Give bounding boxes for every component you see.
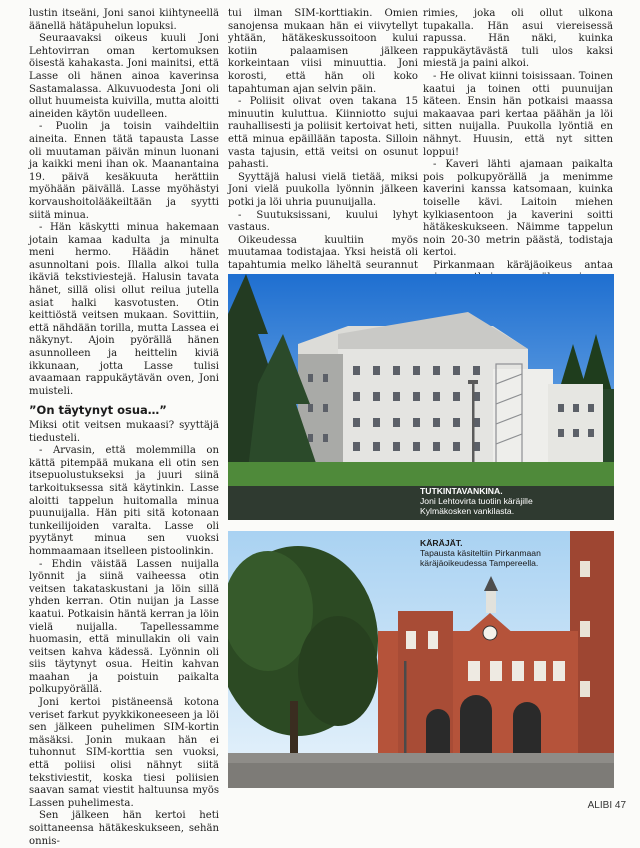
caption-text: Joni Lehtovirta tuotiin käräjille (420, 496, 533, 506)
closing-sentence: Pirkanmaan käräjäoikeus antaa (433, 259, 613, 271)
paragraph: - He olivat kiinni toisissaan. Toinen kaatui ja toinen otti puunuijan käteen. Ensin hän potkaisi maassa makaavaa pari kertaa päähän ja löi sitten nuijalla. Puukolla lyöntiä en nähnyt. Huusin, että nyt sitten loppui! (423, 70, 613, 158)
paragraph: - Suutuksissani, kuului lyhyt vastaus. (228, 209, 418, 234)
page-folio: ALIBI 47 (587, 800, 626, 811)
paragraph: Seuraavaksi oikeus kuuli Joni Lehtovirran oman kertomuksen öisestä kahakasta. Joni mainitsi, että Lasse oli hänen ainoa kaverinsa Sastamalassa. Alkuvuodesta Joni oli ollut huumeista kuivilla, mutta aloitti aineiden käytön uudelleen. (29, 33, 220, 120)
paragraph: - Poliisit olivat oven takana 15 minuutin kuluttua. Kiinniotto sujui rauhallisesti ja poliisit kertoivat heti, että minua epäillään taposta. Silloin vasta tajusin, että veitsi on osunut pahasti. (228, 96, 418, 171)
paragraph: Joni kertoi pistäneensä kotona veriset farkut pyykkikoneeseen ja löi sen jälkeen puhelimen SIM-kortin mäsäksi. Jonin mukaan hän ei tuhonnut SIM-korttia sen vuoksi, että poliisi olisi nähnyt siitä tekstiviestit, koska tiesi poliisien saavan samat viestit haltuunsa myös Lassen puhelimesta. (29, 697, 219, 809)
text-column-1 (29, 8, 219, 848)
prison-photo (228, 274, 614, 520)
paragraph: - Arvasin, että molemmilla on kättä pitempää mukana eli otin sen itsepuolustukseksi ja juuri siinä tarkoituksessa sitä käytinkin. Lasse aloitti tappelun huitomalla minua puunuijalla. Hän piti sitä kotonaan tunkeilijoiden varalta. Lasse oli pyytänyt minua sen vuoksi hommaamaan itselleen pistoolinkin. (29, 445, 219, 557)
caption-text: Kylmäkosken vankilasta. (420, 506, 515, 516)
prison-photo-caption (420, 486, 533, 516)
courthouse-illustration (228, 531, 614, 788)
text-column-3 (423, 8, 613, 285)
paragraph: - Hän käskytti minua hakemaan jotain kamaa kadulta ja minulta meni hermo. Häädin hänet asunnoltani pois. Illalla alkoi tulla ikäviä tekstiviestejä. Halusin tavata hänet, sillä olisi ollut reilua jutella asiat halki kasvotusten. Otin keittiöstä veitsen mukaan. Sovittiin, että nähdään torilla, mutta Lassea ei näkynyt. Ajoin pyörällä hänen asunnolleen ja heittelin kiviä ikkunaan, jotta Lasse tulisi avaamaan rappukäytävän oven, Joni muisteli. (29, 222, 219, 397)
subheading: ”On täytynyt osua…” (29, 403, 167, 418)
caption-text: Tapausta käsiteltiin Pirkanmaan (420, 548, 541, 558)
paragraph: Oikeudessa kuultiin myös muutamaa todistajaa. Yksi heistä oli tapahtumia melko läheltä seurannut (228, 234, 418, 271)
text-column-2 (228, 8, 418, 285)
paragraph: lustin itseäni, Joni sanoi kiihtyneellä äänellä hätäpuhelun lopuksi. (29, 8, 219, 32)
paragraph: Miksi otit veitsen mukaasi? syyttäjä tiedusteli. (29, 420, 219, 444)
paragraph: tui ilman SIM-korttiakin. Omien sanojensa mukaan hän ei viivytellyt yhtään, hätäkeskussoitoon kului kotiin palaamisen jälkeen korkeintaan viisi minuuttia. Joni korosti, että hän oli koko tapahtuman ajan selvin päin. (228, 8, 418, 95)
paragraph: rimies, joka oli ollut ulkona tupakalla. Hän asui viereisessä rapussa. Hän näki, kuinka rappukäytävästä tuli ulos kaksi miestä ja paini alkoi. (423, 8, 613, 70)
courthouse-photo-caption (420, 538, 541, 568)
caption-title: TUTKINTAVANKINA. (420, 486, 503, 496)
caption-text: käräjäoikeudessa Tampereella. (420, 558, 539, 568)
paragraph: Syyttäjä halusi vielä tietää, miksi Joni vielä puukolla lyönnin jälkeen potki ja löi uhria puunuijalla. (228, 171, 418, 208)
paragraph: Sen jälkeen hän kertoi heti soittaneensa hätäkeskukseen, sehän onnis- (29, 810, 219, 847)
paragraph: - Kaveri lähti ajamaan paikalta pois polkupyörällä ja menimme kaverini kanssa katsomaan, kuinka toiselle kävi. Laitoin miehen kylkiasentoon ja kaverini soitti hätäkeskukseen. Näimme tappelun noin 20-30 metrin päästä, todistaja kertoi. (423, 159, 613, 259)
courthouse-photo (228, 531, 614, 788)
paragraph: - Ehdin väistää Lassen nuijalla lyönnit ja siinä vaiheessa otin veitsen takataskustani ja löin sillä yhden kerran. Otin nuijan ja Lasse kaatui. Potkaisin häntä kerran ja löin vielä nuijalla. Tapellessamme huomasin, että minullakin oli vain veitsen kahva kädessä. Lyönnin oli siis täytynyt osua. Heitin kahvan maahan ja poistuin paikalta polkupyörällä. (29, 558, 219, 696)
prison-illustration (228, 274, 614, 520)
caption-title: KÄRÄJÄT. (420, 538, 463, 548)
paragraph: - Puolin ja toisin vaihdeltiin aineita. Ennen tätä tapausta Lasse oli muutaman päivän minun luonani ja kaikki meni ihan ok. Maanantaina 19. päivä kesäkuuta herättiin myöhään päivällä. Lasse myöhästyi korvaushoitolääkeiltään ja syytti siitä minua. (29, 121, 219, 221)
